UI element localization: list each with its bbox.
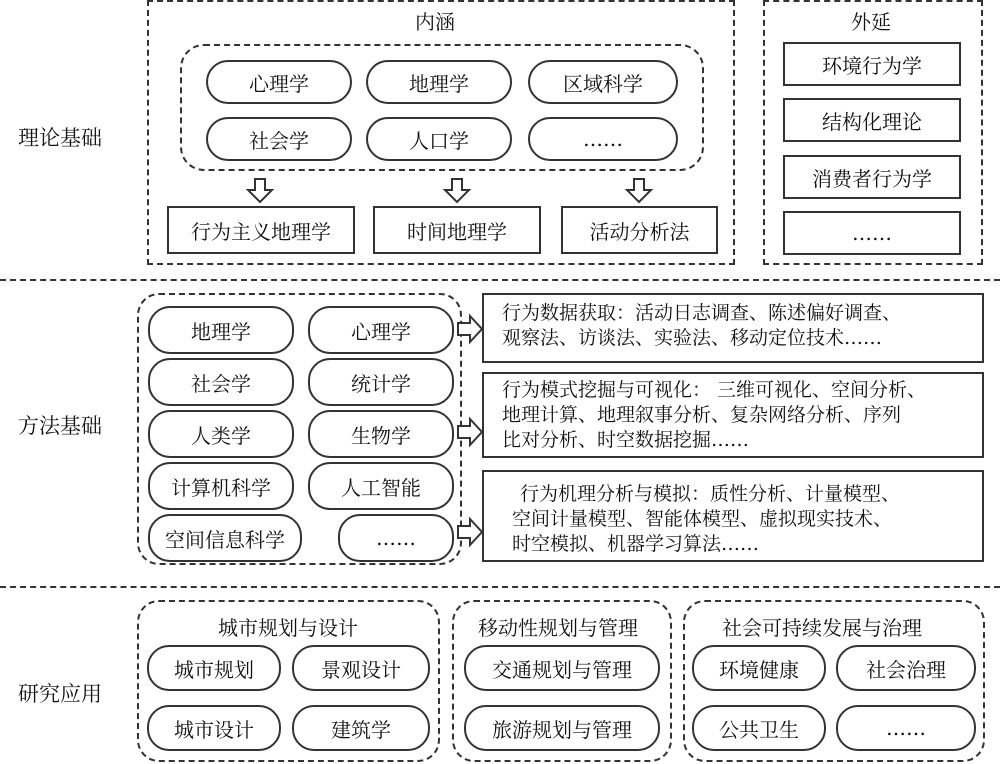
method-discipline-pill: 心理学 [308,306,454,354]
discipline-pill: 地理学 [366,60,512,104]
application-pill: 公共卫生 [692,705,826,751]
application-group-title: 社会可持续发展与治理 [722,616,922,640]
method-discipline-pill: 人类学 [148,410,294,458]
application-pill: 旅游规划与管理 [464,705,660,751]
down-arrow-icon [627,179,651,202]
section-label-theory: 理论基础 [18,126,102,150]
right-arrow-icon [458,419,482,445]
method-discipline-pill: 计算机科学 [148,462,294,510]
extension-item: …… [783,211,961,255]
method-discipline-pill: 社会学 [148,358,294,406]
application-group-title: 移动性规划与管理 [478,616,638,640]
right-arrow-icon [458,519,482,545]
application-pill: 交通规划与管理 [464,645,660,691]
technique-line: 行为机理分析与模拟：质性分析、计量模型、 [520,483,901,505]
down-arrow-icon [248,179,272,202]
technique-line: 地理计算、地理叙事分析、复杂网络分析、序列 [502,404,902,426]
method-discipline-pill: 统计学 [308,358,454,406]
application-pill: 景观设计 [292,645,430,691]
discipline-pill: 人口学 [366,117,512,161]
down-arrow-icon [445,179,469,202]
technique-line: 行为模式挖掘与可视化： 三维可视化、空间分析、 [502,379,927,401]
method-discipline-pill: 人工智能 [308,462,454,510]
application-pill: 社会治理 [836,645,976,691]
method-discipline-pill: 地理学 [148,306,294,354]
right-arrow-icon [458,316,482,342]
technique-line: 空间计量模型、智能体模型、虚拟现实技术、 [512,508,893,530]
discipline-pill: …… [528,117,678,161]
discipline-pill: 心理学 [206,60,352,104]
extension-title: 外延 [851,10,891,34]
application-pill: 城市规划 [147,645,281,691]
section-label-method: 方法基础 [18,414,102,438]
extension-item: 环境行为学 [783,42,961,86]
connotation-title: 内涵 [415,10,455,34]
theory-output-box: 时间地理学 [373,206,541,254]
section-label-application: 研究应用 [18,682,102,706]
technique-line: 时空模拟、机器学习算法…… [512,533,760,555]
theory-output-box: 活动分析法 [561,206,718,254]
extension-item: 结构化理论 [783,98,961,142]
extension-item: 消费者行为学 [783,155,961,199]
technique-line: 比对分析、时空数据挖掘…… [502,429,750,451]
technique-line: 观察法、访谈法、实验法、移动定位技术…… [502,327,883,349]
discipline-pill: 社会学 [206,117,352,161]
method-discipline-pill: 生物学 [308,410,454,458]
method-discipline-pill: 空间信息科学 [148,514,302,562]
application-pill: 城市设计 [147,705,281,751]
method-discipline-pill: …… [338,514,454,562]
application-group-title: 城市规划与设计 [218,616,358,640]
theory-output-box: 行为主义地理学 [167,206,355,254]
technique-line: 行为数据获取：活动日志调查、陈述偏好调查、 [502,302,902,324]
application-pill: 环境健康 [692,645,826,691]
discipline-pill: 区域科学 [528,60,678,104]
application-pill: …… [836,705,976,751]
application-pill: 建筑学 [292,705,430,751]
